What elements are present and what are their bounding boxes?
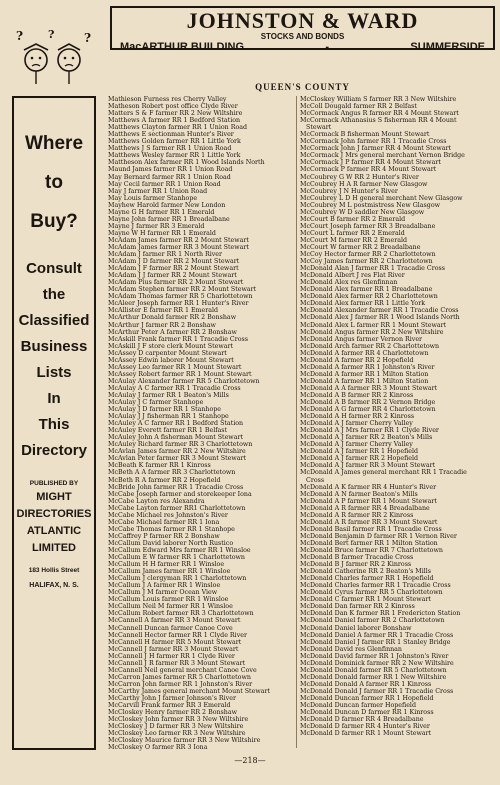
directory-entry: McDonald Angus farmer Vernon River (300, 335, 423, 343)
directory-entry: McDonald A James general merchant RR 1 Tracadie (300, 469, 467, 477)
directory-entry: McCoubrey J N Hunter's River (300, 187, 398, 195)
directory-column-right (300, 96, 498, 737)
directory-entry: McAssey Leo farmer RR 1 Mount Stewart (108, 363, 242, 371)
directory-entry: McCloskey O farmer RR 3 Iona (108, 744, 208, 752)
directory-entry: McCallum E W farmer RR 1 Charlottetown (108, 554, 245, 562)
directory-entry: McAuley Richard farmer RR 3 Charlottetown (108, 441, 253, 449)
svg-text:?: ? (48, 28, 55, 41)
directory-entry: McBeth R A farmer RR 2 Hopefield (108, 476, 221, 484)
directory-entry: Matthews Wesley farmer RR 1 Little York (108, 152, 241, 160)
publisher-address: 183 Hollis Street (28, 567, 80, 574)
directory-entry: McCormack John farmer RR 1 Tracadie Cross (300, 138, 447, 146)
directory-entry: McDonald A J farmer Cherry Valley (300, 420, 413, 428)
publisher-line-1: MIGHT (36, 491, 72, 503)
directory-entry: McDonald A J farmer Cherry Valley (300, 441, 413, 449)
directory-entry: McCabe Layton farmer RR1 Charlottetown (108, 504, 246, 512)
directory-entry: McCormack P farmer RR 4 Mount Stewart (300, 166, 437, 174)
directory-entry: McAuley John A fisherman Mount Stewart (108, 434, 243, 442)
ad-line-consult: Consult (26, 260, 82, 277)
directory-entry: McDonald A J farmer RR 2 Hopefield (300, 455, 419, 463)
directory-entry: McCoubrey H A R farmer New Glasgow (300, 180, 428, 188)
directory-entry: Matthews J S farmer RR 1 Union Road (108, 145, 232, 153)
directory-entry: McCannell J H farmer RR 1 Clyde River (108, 652, 235, 660)
directory-entry: McDonald Alex farmer RR 1 Breadalbane (300, 286, 433, 294)
directory-entry: McCannell J R farmer RR 3 Mount Stewart (108, 659, 246, 667)
directory-entry: McAulay J J fisherman RR 1 Stanhope (108, 413, 229, 421)
directory-entry: McCourt Joseph farmer RR 3 Breadalbane (300, 222, 436, 230)
directory-entry: McDonald A G farmer RR 4 Charlottetown (300, 406, 436, 414)
directory-entry: McArthur Peter A farmer RR 2 Bonshaw (108, 328, 237, 336)
address-separator: - (325, 41, 330, 53)
directory-entry: McCannell J farmer RR 3 Mount Stewart (108, 645, 239, 653)
directory-entry: McCormack John J farmer RR 4 Mount Stewart (300, 145, 452, 153)
directory-entry: McAdam Thomas farmer RR 5 Charlottetown (108, 293, 253, 301)
directory-entry: McCaffrey P farmer RR 2 Bonshaw (108, 532, 220, 540)
directory-entry: Mayne J farmer RR 3 Emerald (108, 222, 205, 230)
directory-entry: McDonald Daniel farmer RR 2 Charlottetown (300, 617, 445, 625)
directory-entry: McCallum Neil M farmer RR 1 Winsloe (108, 603, 233, 611)
directory-entry: McColl Dougald farmer RR 2 Belfast (300, 103, 417, 111)
directory-entry: McAdam J J farmer RR 2 Mount Stewart (108, 272, 237, 280)
directory-entry: Cross (306, 476, 325, 484)
directory-entry: McCallum David laborer North Rustico (108, 539, 234, 547)
directory-entry: McCannell Duncan farmer Canoe Cove (108, 624, 233, 632)
directory-entry: McDonald A R farmer RR 4 Breadalbane (300, 504, 430, 512)
directory-entry: McAdam J F farmer RR 2 Mount Stewart (108, 265, 239, 273)
directory-entry: McDonald A H farmer RR 2 Kinross (300, 413, 415, 421)
directory-entry: McCloskey Maurice farmer RR 3 New Wiltshire (108, 737, 261, 745)
directory-entry: McAleer Joseph farmer RR 1 Hunter's River (108, 300, 249, 308)
directory-entry: McCoy James farmer RR 2 Charlottetown (300, 258, 433, 266)
ad-line-lists: Lists (36, 364, 72, 381)
directory-entry: McDonald Angus farmer RR 2 New Wiltshire (300, 328, 444, 336)
directory-entry: McCabe Thomas farmer RR 1 Stanhope (108, 525, 235, 533)
directory-entry: McAulay J C farmer Stanhope (108, 399, 204, 407)
directory-entry: McDonald A B farmer RR 2 Kinross (300, 391, 414, 399)
directory-entry: McDonald Dan farmer RR 2 Kinross (300, 603, 415, 611)
directory-entry: McDonald Donald farmer RR 1 New Wiltshire (300, 673, 447, 681)
directory-entry: McCallum J clergyman RR 1 Charlottetown (108, 575, 247, 583)
directory-entry: McDonald Bert farmer RR 1 Milton Station (300, 539, 438, 547)
directory-entry: McCloskey Leo farmer RR 3 New Wiltshire (108, 730, 246, 738)
directory-entry: Matthews E sectionman Hunter's River (108, 131, 234, 139)
directory-entry: McAssey Edwin laborer Mount Stewart (108, 356, 234, 364)
directory-entry: McCoy Hector farmer RR 2 Charlottetown (300, 251, 436, 259)
directory-column-left (108, 96, 306, 751)
published-by-label: PUBLISHED BY (29, 480, 79, 487)
directory-entry: McDonald Alex L farmer RR 1 Mount Stewart (300, 321, 447, 329)
directory-entry: McDonald B farmer Tracadie Cross (300, 554, 414, 562)
directory-entry: McDonald A J farmer RR 3 Mount Stewart (300, 462, 436, 470)
directory-entry: McCannell A farmer RR 3 Mount Stewart (108, 617, 241, 625)
directory-entry: McDonald B J farmer RR 2 Kinross (300, 561, 412, 569)
directory-entry: McAuley A C farmer RR 1 Bedford Station (108, 420, 244, 428)
directory-entry: McCoubrey W D saddler New Glasgow (300, 208, 425, 216)
directory-entry: McCormack J Mrs general merchant Vernon Bridge (300, 152, 465, 160)
ad-line-in: In (47, 390, 61, 407)
directory-entry: Mayhew Harold farmer New London (108, 201, 226, 209)
directory-entry: McDonald Daniel laborer Bonshaw (300, 624, 412, 632)
directory-entry: McDonald A farmer RR 4 Charlottetown (300, 349, 429, 357)
ad-line-where: Where (24, 133, 84, 154)
classified-ad (12, 96, 96, 750)
svg-text:?: ? (84, 31, 92, 45)
directory-entry: McDonald A J farmer RR 2 Beaton's Mills (300, 434, 433, 442)
building-name: MacARTHUR BUILDING (120, 41, 245, 53)
publisher-city: HALIFAX, N. S. (29, 582, 79, 589)
directory-entry: McAssey Robert farmer RR 1 Mount Stewart (108, 370, 252, 378)
directory-entry: McCabe Joseph farmer and storekeeper Iona (108, 490, 252, 498)
directory-entry: McCormack B fisherman Mount Stewart (300, 131, 430, 139)
firm-address-row (112, 41, 493, 53)
directory-entry: McCallum James farmer RR 1 Winsloe (108, 568, 231, 576)
directory-entry: McDonald C farmer RR 1 Mount Stewart (300, 596, 431, 604)
directory-entry: McDonald A farmer RR 1 Milton Station (300, 377, 429, 385)
ad-line-this: This (38, 416, 70, 433)
directory-entry: McDonald A N farmer Beaton's Mills (300, 490, 418, 498)
directory-entry: McAdam James farmer RR 3 Mount Stewart (108, 243, 249, 251)
directory-entry: McCabe Michael farmer RR 1 Iona (108, 518, 220, 526)
directory-entry: McDonald D farmer RR 4 Breadalbane (300, 716, 424, 724)
directory-entry: McCoubrey G W RR 2 Hunter's River (300, 173, 419, 181)
column-divider (296, 96, 297, 748)
directory-entry: McCloskey John farmer RR 3 New Wiltshire (108, 716, 249, 724)
directory-entry: McDonald Arch farmer RR 2 Charlottetown (300, 342, 440, 350)
directory-entry: McCormack Angus R farmer RR 4 Mount Stewart (300, 110, 459, 118)
directory-entry: McDonald Alex farmer RR 2 Charlottetown (300, 293, 438, 301)
directory-entry: McCourt W farmer RR 2 Breadalbane (300, 243, 421, 251)
directory-entry: McDonald Catherine RR 2 Beaton's Mills (300, 568, 432, 576)
directory-entry: Stewart (306, 124, 332, 132)
directory-entry: Mayne W H farmer RR 1 Emerald (108, 229, 216, 237)
directory-entry: McAulay J farmer RR 1 Beaton's Mills (108, 391, 229, 399)
directory-entry: McDonald Basil farmer RR 1 Tracadie Cross (300, 525, 442, 533)
directory-entry: McCabe Layton res Alexandra (108, 497, 205, 505)
directory-entry: McCarron James farmer RR 5 Charlottetown (108, 673, 251, 681)
directory-entry: McDonald A R farmer RR 2 Kinross (300, 511, 414, 519)
directory-entry: May Louis farmer Stanhope (108, 194, 198, 202)
directory-entry: McDonald A J Mrs farmer RR 1 Clyde River (300, 427, 439, 435)
directory-entry: McDonald Donald farmer RR 5 Charlottetown (300, 666, 447, 674)
directory-entry: McDonald Charles farmer RR 1 Hopefield (300, 575, 434, 583)
directory-entry: McCallum H H farmer RR 1 Winsloe (108, 561, 225, 569)
directory-entry: McDonald Benjamin D farmer RR 1 Vernon River (300, 532, 457, 540)
directory-entry: McCannell Hector farmer RR 1 Clyde River (108, 631, 247, 639)
directory-entry: Maund James farmer RR 1 Union Road (108, 166, 233, 174)
directory-entry: McDonald Albert J res Flat River (300, 272, 405, 280)
firm-tagline: STOCKS AND BONDS (260, 32, 345, 41)
directory-entry: May J farmer RR 1 Union Road (108, 187, 208, 195)
directory-entry: McCarthy James general merchant Mount Stewart (108, 687, 270, 695)
ad-line-the: the (42, 286, 66, 303)
directory-entry: Matheson Robert post office Clyde River (108, 103, 238, 111)
firm-name: JOHNSTON & WARD (186, 8, 419, 33)
directory-entry: McDonald D farmer RR 1 Mount Stewart (300, 730, 432, 738)
section-title: QUEEN'S COUNTY (255, 82, 350, 92)
directory-entry: McCallum Robert farmer RR 3 Charlottetown (108, 610, 254, 618)
directory-entry: McCallum Edward Mrs farmer RR 1 Winsloe (108, 547, 251, 554)
directory-entry: May Bernard farmer RR 1 Union Road (108, 173, 231, 181)
directory-entry: McDonald A farmer RR 1 Johnston's River (300, 363, 435, 371)
directory-entry: McDonald Alex J farmer RR 1 Wood Islands North (300, 314, 460, 322)
directory-entry: McDonald Dan K farmer RR 1 Fredericton Station (300, 610, 461, 618)
directory-entry: Matthews A farmer RR 1 Bedford Station (108, 117, 241, 125)
directory-entry: McCoubrey M L postmistress New Glasgow (300, 201, 440, 209)
advertiser-box (110, 6, 495, 53)
publisher-line-2: DIRECTORIES (16, 508, 92, 520)
directory-entry: McArthur J farmer RR 2 Bonshaw (108, 321, 216, 329)
directory-entry: McCormack J P farmer RR 4 Mount Stewart (300, 159, 441, 167)
directory-entry: McDonald Donald A farmer RR 1 Kinross (300, 680, 432, 688)
ad-line-directory: Directory (21, 442, 87, 459)
directory-entry: McDonald Alex res Glenfinnan (300, 279, 398, 287)
directory-entry: McDonald Alexander farmer RR 1 Tracadie Cross (300, 307, 459, 315)
directory-entry: McDonald A farmer RR 2 Hopefield (300, 356, 414, 364)
directory-entry: McDonald Daniel J farmer RR 1 Stanley Bridge (300, 638, 451, 646)
directory-entry: McDonald Bruce farmer RR 7 Charlottetown (300, 547, 443, 554)
directory-entry: McAvlan James farmer RR 2 New Wiltshire (108, 448, 246, 456)
svg-text:?: ? (16, 29, 24, 43)
directory-entry: McCoubrey L D H general merchant New Glasgow (300, 194, 463, 202)
directory-entry: McAdam Pius farmer RR 2 Mount Stewart (108, 279, 244, 287)
directory-entry: McArthur Donald farmer RR 2 Bonshaw (108, 314, 237, 322)
directory-entry: McCourt M farmer RR 2 Emerald (300, 236, 408, 244)
directory-entry: McCannell H farmer RR 5 Mount Stewart (108, 638, 242, 646)
directory-entry: McCloskey Henry farmer RR 2 Bonshaw (108, 709, 237, 717)
directory-entry: McAssey D carpenter Mount Stewart (108, 349, 227, 357)
directory-entry: McBeath K farmer RR 1 Kinross (108, 462, 211, 470)
directory-entry: McAulay A C farmer RR 1 Tracadie Cross (108, 384, 241, 392)
directory-entry: McDonald Donald J farmer RR 1 Tracadie Cross (300, 687, 454, 695)
page-number: —218— (234, 756, 266, 765)
directory-entry: May Cecil farmer RR 1 Union Road (108, 180, 221, 188)
directory-entry: McDonald Duncan D farmer RR 1 Kinross (300, 709, 434, 717)
directory-entry: McDonald A J farmer RR 1 Hopefield (300, 448, 419, 456)
directory-entry: McAllister E farmer RR 1 Emerald (108, 307, 219, 315)
directory-entry: McDonald A R farmer RR 3 Mount Stewart (300, 518, 438, 526)
directory-entry: McDonald A farmer RR 1 Milton Station (300, 370, 429, 378)
directory-entry: McDonald A B farmer RR 2 Vernon Bridge (300, 399, 436, 407)
directory-entry: McAskill Frank farmer RR 1 Tracadie Cross (108, 335, 249, 343)
ad-line-classified: Classified (18, 312, 90, 329)
directory-entry: McCallum J A farmer RR 1 Winsloe (108, 582, 221, 590)
directory-entry: McDonald A P farmer RR 1 Mount Stewart (300, 497, 437, 505)
directory-entry: McCourt L farmer RR 2 Emerald (300, 229, 405, 237)
directory-entry: McCloskey William S farmer RR 3 New Wiltshire (300, 96, 457, 103)
directory-entry: McCarthy John J farmer Johnson's River (108, 694, 236, 702)
directory-entry: McAulay J D farmer RR 1 Stanhope (108, 406, 222, 414)
directory-entry: McAuley Everett farmer RR 1 Belfast (108, 427, 228, 435)
directory-entry: McDonald Alan J farmer RR 1 Tracadie Cross (300, 265, 445, 273)
directory-entry: McCourt B farmer RR 2 Emerald (300, 215, 406, 223)
directory-entry: McAdam J farmer RR 1 North River (108, 251, 223, 259)
firm-city: SUMMERSIDE (410, 41, 485, 53)
directory-entry: McDonald A A farmer RR 3 Mount Stewart (300, 384, 438, 392)
ad-line-to: to (45, 172, 63, 193)
directory-entry: McCarron John farmer RR 1 Johnston's River (108, 680, 253, 688)
publisher-line-3: ATLANTIC (26, 525, 82, 537)
directory-entry: McCarvill Frank farmer RR 3 Emerald (108, 702, 231, 710)
directory-entry: McDonald Duncan farmer Hopefield (300, 702, 416, 710)
directory-entry: McAvlan Peter farmer RR 3 Mount Stewart (108, 455, 247, 463)
ad-line-business: Business (20, 338, 88, 355)
directory-entry: McAskill J F store clerk Mount Stewart (108, 342, 234, 350)
ad-line-buy: Buy? (30, 211, 78, 232)
directory-entry: McDonald Charles farmer RR 1 Tracadie Cross (300, 582, 451, 590)
directory-entry: McDonald Alex farmer RR 1 Little York (300, 300, 426, 308)
publisher-line-4: LIMITED (32, 542, 76, 554)
directory-entry: McDonald Daniel A farmer RR 1 Tracadie Cross (300, 631, 454, 639)
directory-entry: Mayne G H farmer RR 1 Emerald (108, 208, 215, 216)
directory-entry: McDonald Dominick farmer RR 2 New Wiltshire (300, 659, 454, 667)
directory-entry: Mattheson Alex farmer RR 1 Wood Islands North (108, 159, 265, 167)
directory-entry: McCallum Louis farmer RR 1 Winsloe (108, 596, 229, 604)
directory-entry: Mayne John farmer RR 1 Breadalbane (108, 215, 230, 223)
directory-entry: McCallum J M farmer Ocean View (108, 589, 218, 597)
directory-entry: McBeth A A farmer RR 3 Charlottetown (108, 469, 236, 477)
directory-entry: Matthews Golden farmer RR 1 Little York (108, 138, 241, 146)
directory-entry: McCabe Michael res Johnston's River (108, 511, 228, 519)
directory-entry: McBride John farmer RR 1 Tracadie Cross (108, 483, 244, 491)
thinking-figures-illustration (14, 26, 96, 86)
directory-entry: McAdam J D farmer RR 2 Mount Stewart (108, 258, 240, 266)
directory-entry: McAdam Stephen farmer RR 2 Mount Stewart (108, 286, 257, 294)
directory-entry: Matthews Clayton farmer RR 1 Union Road (108, 124, 248, 132)
directory-entry: McAulay Alexander farmer RR 5 Charlottetown (108, 377, 260, 385)
directory-entry: McCannell Neil general merchant Canoe Cove (108, 666, 257, 674)
directory-entry: Matters S & F farmer RR 2 New Wiltshire (108, 110, 243, 118)
directory-entry: McDonald David res Glenfinnan (300, 645, 402, 653)
directory-entry: McCloskey J D farmer RR 3 New Wiltshire (108, 723, 244, 731)
directory-entry: McDonald D farmer RR 4 Hunter's River (300, 723, 430, 731)
directory-entry: McAdam James farmer RR 2 Mount Stewart (108, 236, 249, 244)
directory-entry: Mathieson Furness res Cherry Valley (108, 96, 227, 103)
directory-entry: McDonald David farmer RR 1 Johnston's River (300, 652, 449, 660)
directory-entry: McDonald Duncan farmer RR 1 Hopefield (300, 694, 434, 702)
directory-entry: McCormack Athanasius S fisherman RR 4 Mount (300, 117, 457, 125)
directory-entry: McDonald Cyrus farmer RR 5 Charlottetown (300, 589, 443, 597)
directory-entry: McDonald A K farmer RR 4 Hunter's River (300, 483, 437, 491)
